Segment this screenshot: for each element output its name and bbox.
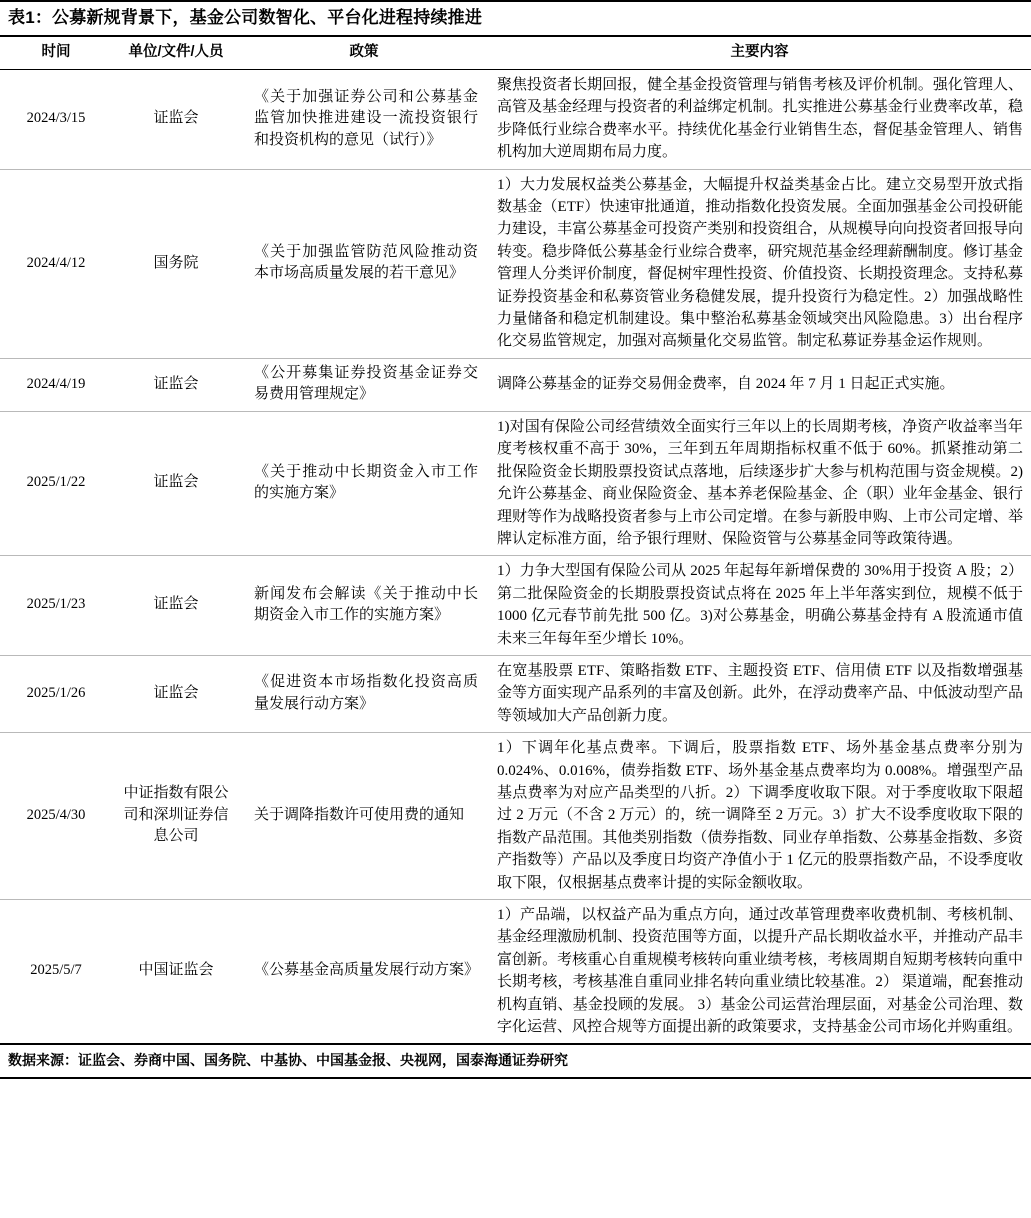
cell-policy: 《促进资本市场指数化投资高质量发展行动方案》 [240,655,488,732]
cell-time: 2024/3/15 [0,70,112,170]
cell-time: 2024/4/19 [0,358,112,411]
source-bar [0,1045,1031,1079]
cell-content: 1）力争大型国有保险公司从 2025 年起每年新增保费的 30%用于投资 A 股；2）第二批保险资金的长期股票投资试点将在 2025 年上半年落实到位，规模不低于 1000 亿元春节前先批 500 亿。3)对公募基金，明确公募基金持有 A 股流通市值未来三年每年至少增长 10%。 [488,556,1031,656]
cell-issuer: 证监会 [112,655,240,732]
cell-issuer: 证监会 [112,411,240,555]
cell-policy: 关于调降指数许可使用费的通知 [240,733,488,900]
cell-content: 聚焦投资者长期回报，健全基金投资管理与销售考核及评价机制。强化管理人、高管及基金经理与投资者的利益绑定机制。扎实推进公募基金行业费率改革，稳步降低行业综合费率水平。持续优化基金行业销售生态，督促基金管理人、销售机构加大逆周期布局力度。 [488,70,1031,170]
column-header-time: 时间 [0,37,112,70]
cell-issuer: 国务院 [112,169,240,358]
table-header-row [0,37,1031,70]
cell-policy: 《关于加强监管防范风险推动资本市场高质量发展的若干意见》 [240,169,488,358]
column-header-content: 主要内容 [488,37,1031,70]
table-row [0,358,1031,411]
table-row [0,411,1031,555]
column-header-issuer: 单位/文件/人员 [112,37,240,70]
table-body [0,70,1031,1045]
table-row [0,70,1031,170]
cell-time: 2024/4/12 [0,169,112,358]
table-header [0,37,1031,70]
cell-time: 2025/1/26 [0,655,112,732]
cell-issuer: 证监会 [112,358,240,411]
cell-policy: 《关于推动中长期资金入市工作的实施方案》 [240,411,488,555]
cell-content: 调降公募基金的证券交易佣金费率，自 2024 年 7 月 1 日起正式实施。 [488,358,1031,411]
cell-time: 2025/4/30 [0,733,112,900]
table-row [0,733,1031,900]
table-row [0,900,1031,1045]
cell-content: 1）产品端，以权益产品为重点方向，通过改革管理费率收费机制、考核机制、基金经理激励机制、投资范围等方面，以提升产品长期收益水平，并推动产品丰富创新。考核重心自重规模考核转向重业绩考核，考核周期自短期考核转向重中长期考核，考核基准自重同业排名转向重业绩比较基准。2） 渠道端，配套推动机构直销、基金投顾的发展。 3）基金公司运营治理层面，对基金公司治理、数字化运营、风控合规等方面提出新的政策要求，支持基金公司市场化并购重组。 [488,900,1031,1045]
cell-policy: 《公开募集证券投资基金证券交易费用管理规定》 [240,358,488,411]
cell-time: 2025/1/23 [0,556,112,656]
cell-issuer: 证监会 [112,556,240,656]
table-caption-bar [0,0,1031,37]
table-caption: 表1：公募新规背景下，基金公司数智化、平台化进程持续推进 [8,8,483,27]
cell-content: 1）大力发展权益类公募基金，大幅提升权益类基金占比。建立交易型开放式指数基金（ETF）快速审批通道，推动指数化投资发展。全面加强基金公司投研能力建设，丰富公募基金可投资产类别和投资组合，从规模导向向投资者回报导向转变。稳步降低公募基金行业综合费率，研究规范基金经理薪酬制度。修订基金管理人分类评价制度，督促树牢理性投资、价值投资、长期投资理念。支持私募证券投资基金和私募资管业务稳健发展，提升投资行为稳定性。2）加强战略性力量储备和稳定机制建设。集中整治私募基金领域突出风险隐患。3）出台程序化交易监管规定，加强对高频量化交易监管。制定私募证券基金运作规则。 [488,169,1031,358]
source-note: 数据来源：证监会、券商中国、国务院、中基协、中国基金报、央视网，国泰海通证券研究 [8,1052,568,1069]
cell-issuer: 中证指数有限公司和深圳证券信息公司 [112,733,240,900]
cell-time: 2025/5/7 [0,900,112,1045]
cell-policy: 新闻发布会解读《关于推动中长期资金入市工作的实施方案》 [240,556,488,656]
table-row [0,556,1031,656]
cell-time: 2025/1/22 [0,411,112,555]
cell-issuer: 中国证监会 [112,900,240,1045]
policy-table [0,37,1031,1045]
cell-policy: 《关于加强证券公司和公募基金监管加快推进建设一流投资银行和投资机构的意见（试行）》 [240,70,488,170]
table-row [0,169,1031,358]
cell-issuer: 证监会 [112,70,240,170]
cell-policy: 《公募基金高质量发展行动方案》 [240,900,488,1045]
column-header-policy: 政策 [240,37,488,70]
cell-content: 1）下调年化基点费率。下调后，股票指数 ETF、场外基金基点费率分别为 0.024%、0.016%，债券指数 ETF、场外基金基点费率均为 0.008%。增强型产品基点费率为对应产品类型的八折。2）下调季度收取下限。对于季度收取下限超过 2 万元（不含 2 万元）的，统一调降至 2 万元。3）扩大不设季度收取下限的指数产品范围。其他类别指数（债券指数、同业存单指数、公募基金指数、多资产指数等）产品以及季度日均资产净值小于 1 亿元的股票指数产品，不设季度收取下限，仅根据基点费率计提的实际金额收取。 [488,733,1031,900]
cell-content: 1)对国有保险公司经营绩效全面实行三年以上的长周期考核，净资产收益率当年度考核权重不高于 30%，三年到五年周期指标权重不低于 60%。抓紧推动第二批保险资金长期股票投资试点落地，后续逐步扩大参与机构范围与资金规模。2)允许公募基金、商业保险资金、基本养老保险基金、企（职）业年金基金、银行理财等作为战略投资者参与上市公司定增。在参与新股申购、上市公司定增、举牌认定标准方面，给予银行理财、保险资管与公募基金同等政策待遇。 [488,411,1031,555]
table-row [0,655,1031,732]
cell-content: 在宽基股票 ETF、策略指数 ETF、主题投资 ETF、信用债 ETF 以及指数增强基金等方面实现产品系列的丰富及创新。此外，在浮动费率产品、中低波动型产品等领域加大产品创新力度。 [488,655,1031,732]
